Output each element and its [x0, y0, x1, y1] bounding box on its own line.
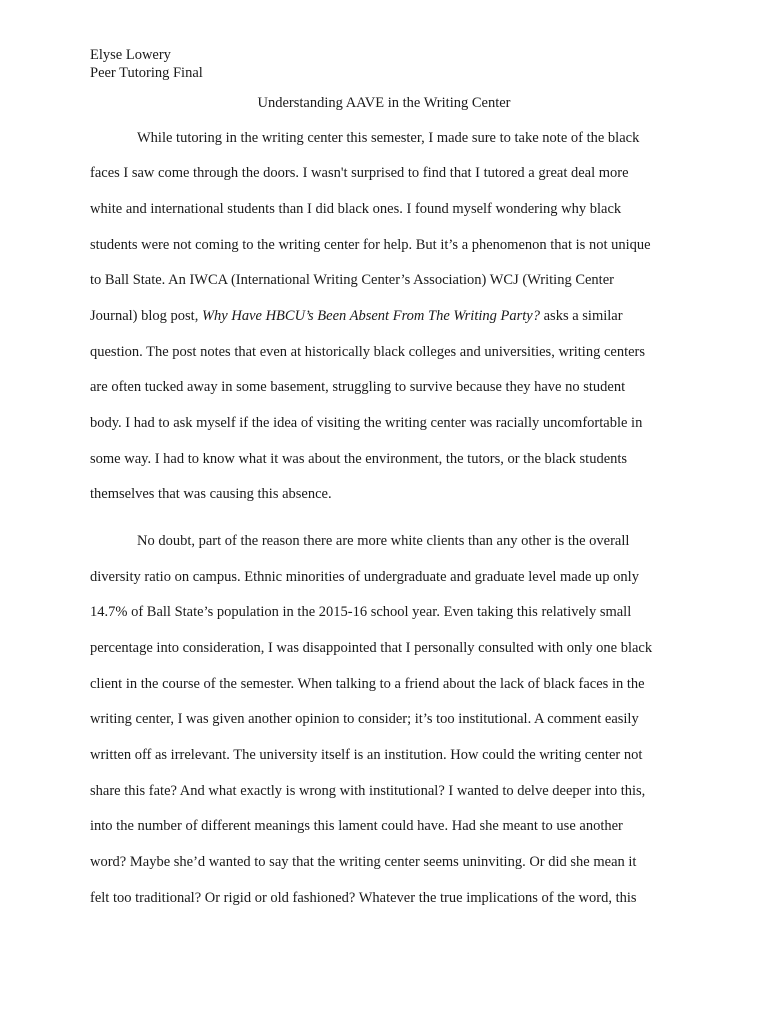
- author-name: Elyse Lowery: [90, 47, 171, 63]
- paragraph-2-line-5: client in the course of the semester. When talking to a friend about the lack of black faces in the: [90, 676, 645, 692]
- paragraph-1-line-6: [90, 307, 623, 325]
- paragraph-1-line-10: some way. I had to know what it was about the environment, the tutors, or the black students: [90, 451, 628, 467]
- paragraph-2-line-6: writing center, I was given another opinion to consider; it’s too institutional. A comment easily: [90, 711, 639, 727]
- paragraph-2-line-7: written off as irrelevant. The university itself is an institution. How could the writing center not: [90, 747, 643, 763]
- paragraph-1-line-1: While tutoring in the writing center this semester, I made sure to take note of the black: [137, 130, 640, 146]
- paragraph-2-line-11: felt too traditional? Or rigid or old fashioned? Whatever the true implications of the word, this: [90, 890, 637, 906]
- paragraph-2-line-9: into the number of different meanings this lament could have. Had she meant to use another: [90, 818, 623, 834]
- paragraph-2-line-8: share this fate? And what exactly is wrong with institutional? I wanted to delve deeper into this,: [90, 783, 646, 799]
- paragraph-1-line-5: to Ball State. An IWCA (International Writing Center’s Association) WCJ (Writing Center: [90, 272, 614, 288]
- paragraph-1-line-2: faces I saw come through the doors. I wasn't surprised to find that I tutored a great deal more: [90, 165, 629, 181]
- paragraph-1-line-3: white and international students than I did black ones. I found myself wondering why black: [90, 201, 622, 217]
- paragraph-2-line-1: No doubt, part of the reason there are more white clients than any other is the overall: [137, 533, 630, 549]
- blog-post-title: Why Have HBCU’s Been Absent From The Writing Party?: [201, 308, 540, 324]
- line-6-after: asks a similar: [540, 308, 623, 324]
- paragraph-1-line-9: body. I had to ask myself if the idea of visiting the writing center was racially uncomfortable in: [90, 415, 643, 431]
- paragraph-2-line-3: 14.7% of Ball State’s population in the 2015-16 school year. Even taking this relatively small: [90, 604, 632, 620]
- paragraph-2-line-10: word? Maybe she’d wanted to say that the writing center seems uninviting. Or did she mean it: [90, 854, 637, 870]
- essay-title: Understanding AAVE in the Writing Center: [257, 95, 511, 111]
- paragraph-1-line-4: students were not coming to the writing center for help. But it’s a phenomenon that is not unique: [90, 237, 651, 253]
- paragraph-2-line-4: percentage into consideration, I was disappointed that I personally consulted with only one black: [90, 640, 653, 656]
- paragraph-2-line-2: diversity ratio on campus. Ethnic minorities of undergraduate and graduate level made up only: [90, 569, 639, 585]
- paragraph-1-line-7: question. The post notes that even at historically black colleges and universities, writing centers: [90, 344, 646, 360]
- paragraph-1-line-11: themselves that was causing this absence.: [90, 486, 332, 502]
- line-6-before: Journal) blog post,: [90, 308, 202, 324]
- paragraph-1-line-8: are often tucked away in some basement, struggling to survive because they have no student: [90, 379, 626, 395]
- course-name: Peer Tutoring Final: [90, 65, 203, 81]
